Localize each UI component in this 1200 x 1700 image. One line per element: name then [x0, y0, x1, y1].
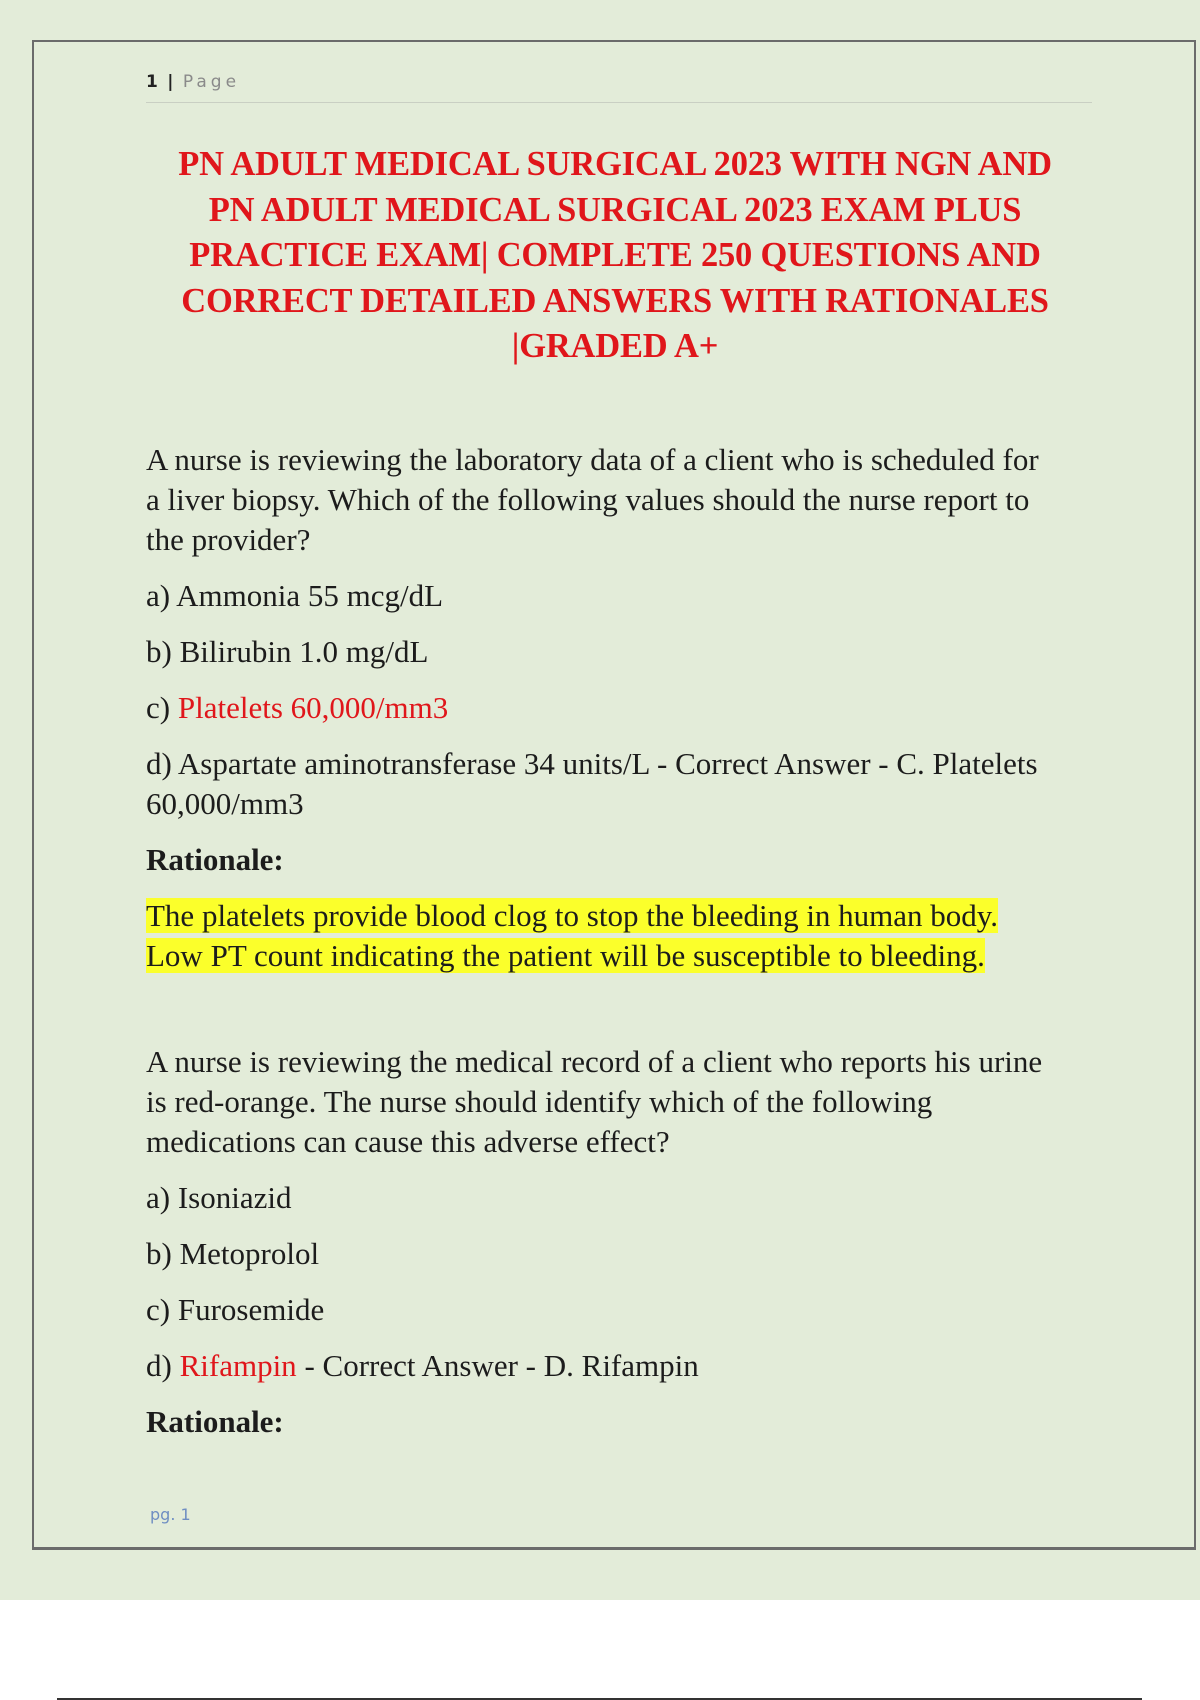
q1-option-a: a) Ammonia 55 mcg/dL — [146, 578, 444, 613]
title-line: CORRECT DETAILED ANSWERS WITH RATIONALES — [181, 281, 1049, 320]
document-body — [146, 440, 1096, 1458]
option-line: d) Aspartate aminotransferase 34 units/L - Correct Answer - C. Platelets — [146, 746, 1038, 781]
title-line: |GRADED A+ — [511, 327, 719, 365]
option-prefix: d) — [146, 1348, 180, 1383]
stem-line: the provider? — [146, 522, 311, 557]
q2-option-a: a) Isoniazid — [146, 1180, 292, 1215]
q1-option-b: b) Bilirubin 1.0 mg/dL — [146, 634, 429, 669]
document-title — [130, 142, 1100, 370]
q2-option-d — [146, 1346, 1096, 1386]
stem-line: medications can cause this adverse effect? — [146, 1124, 670, 1159]
option-prefix: c) — [146, 690, 178, 725]
answer-suffix: - Correct Answer - D. Rifampin — [296, 1348, 699, 1383]
stem-line: A nurse is reviewing the medical record of a client who reports his urine — [146, 1044, 1043, 1079]
title-line: PRACTICE EXAM| COMPLETE 250 QUESTIONS AND — [189, 236, 1041, 274]
page-word: Page — [182, 72, 241, 92]
q2-rationale-label: Rationale: — [146, 1404, 284, 1439]
highlighted-text: The platelets provide blood clog to stop the bleeding in human body. — [146, 898, 999, 933]
correct-option-text: Platelets 60,000/mm3 — [177, 690, 449, 725]
page-footer: pg. 1 — [150, 1505, 191, 1524]
option-line: 60,000/mm3 — [146, 786, 304, 821]
question-1-stem — [146, 440, 1096, 560]
highlighted-text: Low PT count indicating the patient will be susceptible to bleeding. — [146, 938, 985, 973]
q1-rationale-label: Rationale: — [146, 842, 284, 877]
q2-option-c: c) Furosemide — [146, 1292, 325, 1327]
title-line: PN ADULT MEDICAL SURGICAL 2023 WITH NGN AND — [178, 145, 1052, 183]
page-header — [146, 72, 1092, 103]
header-separator: | — [167, 72, 174, 92]
stem-line: a liver biopsy. Which of the following values should the nurse report to — [146, 482, 1030, 517]
correct-option-text: Rifampin — [179, 1348, 297, 1383]
q1-rationale-text — [146, 896, 1096, 976]
q2-option-b: b) Metoprolol — [146, 1236, 320, 1271]
stem-line: A nurse is reviewing the laboratory data of a client who is scheduled for — [146, 442, 1039, 477]
stem-line: is red-orange. The nurse should identify which of the following — [146, 1084, 933, 1119]
question-2-stem — [146, 1042, 1096, 1162]
title-line: PN ADULT MEDICAL SURGICAL 2023 EXAM PLUS — [208, 190, 1022, 229]
page-number: 1 — [146, 72, 158, 92]
q1-option-c — [146, 688, 1096, 728]
q1-option-d — [146, 744, 1096, 824]
